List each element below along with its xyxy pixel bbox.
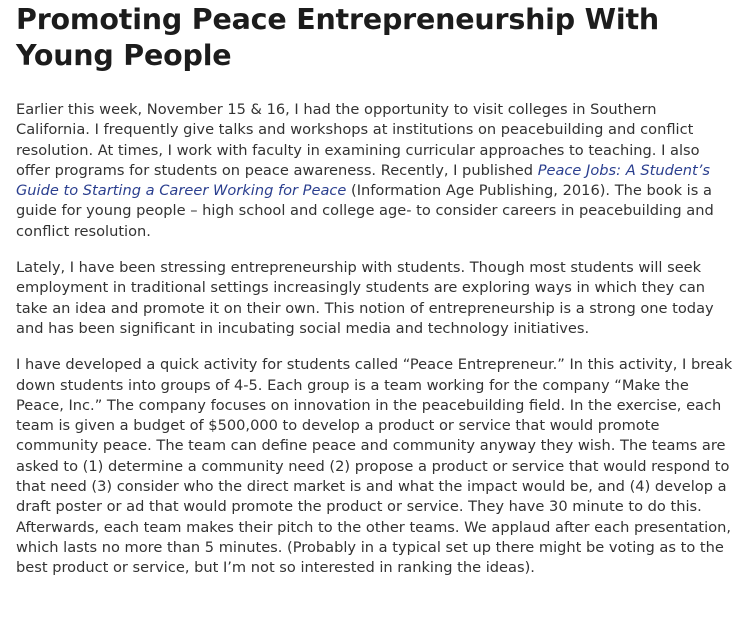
paragraph-activity: I have developed a quick activity for students called “Peace Entrepreneur.” In this activity, I break down students into groups of 4-5. Each group is a team working for the company “Make the Peace, Inc.” The company focuses on innovation in the peacebuilding field. In the exercise, each team is given a budget of $500,000 to develop a product or service that would promote community peace. The team can define peace and community anyway they wish. The teams are asked to (1) determine a community need (2) propose a product or service that would respond to that need (3) consider who the direct market is and what the impact would be, and (4) develop a draft poster or ad that would promote the product or service. They have 30 minute to do this. Afterwards, each team makes their pitch to the other teams. We applaud after each presentation, which lasts no more than 5 minutes. (Probably in a typical set up there might be voting as to the best product or service, but I’m not so interested in ranking the ideas). — [16, 356, 733, 577]
book-title-link[interactable]: Peace Jobs: A Student’s Guide to Starting a Career Working for Peace — [16, 161, 711, 200]
paragraph-intro-text-before: Earlier this week, November 15 & 16, I had the opportunity to visit colleges in Southern California. I frequently give talks and workshops at institutions on peacebuilding and conflict resolution. At times, I work with faculty in examining curricular approaches to teaching. I also offer programs for students on peace awareness. Recently, I published — [16, 101, 700, 179]
article — [16, 0, 734, 579]
paragraph-intro — [16, 100, 734, 242]
paragraph-intro-text-after: (Information Age Publishing, 2016). The book is a guide for young people – high school and college age- to consider careers in peacebuilding and conflict resolution. — [16, 182, 714, 240]
article-title: Promoting Peace Entrepreneurship With Young People — [16, 3, 659, 72]
paragraph-entrepreneurship: Lately, I have been stressing entrepreneurship with students. Though most students will seek employment in traditional settings increasingly students are exploring ways in which they can take an idea and promote it on their own. This notion of entrepreneurship is a strong one today and has been significant in incubating social media and technology initiatives. — [16, 259, 714, 337]
